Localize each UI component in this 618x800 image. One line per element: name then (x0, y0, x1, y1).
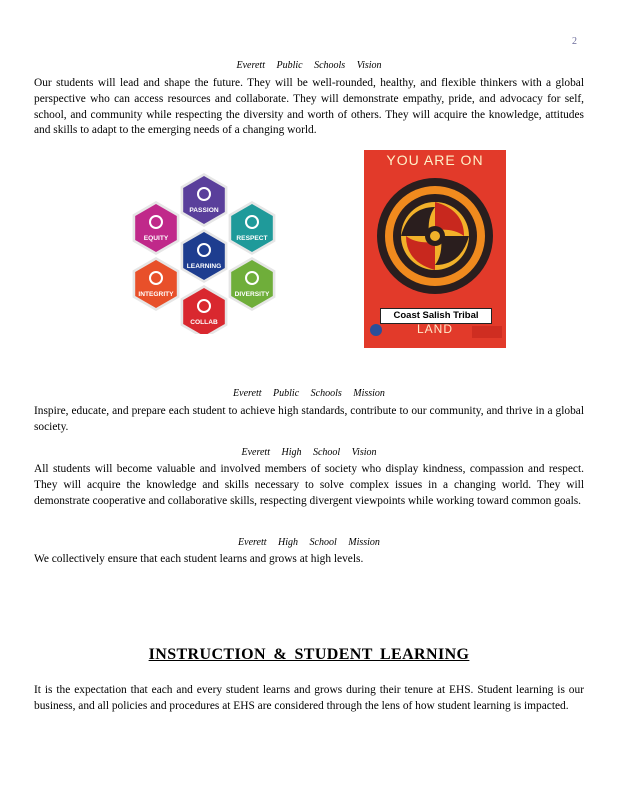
core-values-graphic (124, 166, 284, 334)
school-vision-heading: Everett High School Vision (241, 447, 377, 458)
hex-integrity-label: INTEGRITY (138, 291, 174, 298)
hex-diversity-label: DIVERSITY (234, 291, 270, 298)
coast-salish-land-poster (364, 150, 506, 348)
district-mission-text: Inspire, educate, and prepare each student to achieve high standards, contribute to our community, and thrive in a global society. (34, 405, 584, 433)
page-number: 2 (572, 36, 577, 47)
school-mission-heading: Everett High School Mission (238, 537, 380, 548)
district-mission-heading: Everett Public Schools Mission (233, 388, 385, 399)
hex-respect-label: RESPECT (236, 235, 268, 242)
poster-top-text: YOU ARE ON (386, 152, 484, 168)
poster-band-text: Coast Salish Tribal (380, 308, 492, 324)
hex-collab-label: COLLAB (190, 319, 218, 326)
hex-passion-label: PASSION (189, 207, 219, 214)
instruction-section-title: INSTRUCTION & STUDENT LEARNING (148, 646, 470, 663)
instruction-text: It is the expectation that each and every student learns and grows during their tenure at EHS. Student learning is our business, and all policies and procedures at EHS are considered through the lens of how student learning is impacted. (34, 684, 584, 712)
school-vision-text: All students will become valuable and involved members of society who display kindness, compassion and respect. They will acquire the knowledge and skills necessary to solve complex issues in a changing world. They will demonstrate cooperative and collaborative skills, respecting divergent viewpoints while working toward common goals. (34, 463, 584, 507)
school-mission-text: We collectively ensure that each student learns and grows at high levels. (34, 553, 364, 565)
poster-land-text: LAND (416, 322, 453, 336)
hex-equity-label: EQUITY (143, 235, 169, 242)
hex-learning-label: LEARNING (186, 263, 222, 270)
district-vision-text: Our students will lead and shape the future. They will be well-rounded, healthy, and flexible thinkers with a global perspective who can access resources and collaborate. They will demonstrate empathy, pride, and advocacy for self, school, and community while respecting the diversity and worth of others. They will acquire the knowledge, attitudes and skills to adapt to the emerging needs of a changing world. (34, 77, 584, 137)
district-vision-heading: Everett Public Schools Vision (236, 60, 382, 71)
